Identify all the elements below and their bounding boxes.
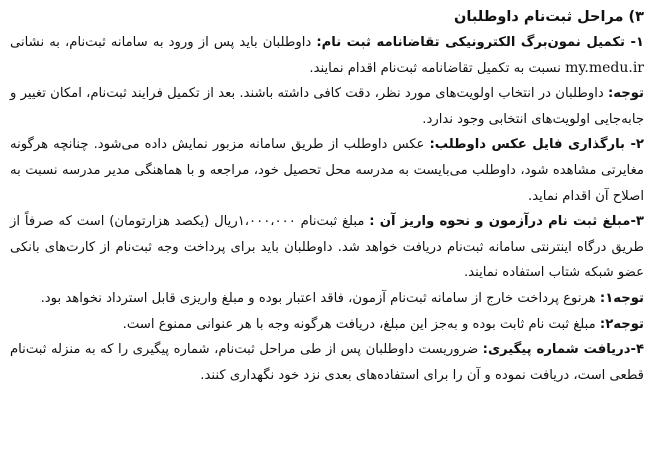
step-1-text-after: نسبت به تکمیل تقاضانامه ثبت‌نام اقدام نمایند. xyxy=(309,60,566,76)
note-2-label: توجه۲: xyxy=(599,316,644,332)
section-title: ۳) مراحل ثبت‌نام داوطلبان xyxy=(454,9,644,25)
step-3-paragraph xyxy=(10,209,644,286)
note-priorities-text: داوطلبان در انتخاب اولویت‌های مورد نظر، دقت کافی داشته باشند. بعد از تکمیل فرایند ثبت‌نام، امکان تغییر و جابه‌جایی اولویت‌های انتخابی وجود ندارد. xyxy=(10,86,644,127)
step-1-paragraph xyxy=(10,30,644,81)
note-priorities-label: توجه: xyxy=(608,86,644,102)
note-1-paragraph xyxy=(10,286,644,312)
note-2-paragraph xyxy=(10,312,644,338)
note-1-label: توجه۱: xyxy=(599,290,644,306)
step-4-text: ضروریست داوطلبان پس از طی مراحل ثبت‌نام، شماره پیگیری را که به منزله ثبت‌نام قطعی است، دریافت نموده و آن را برای استفاده‌های بعدی نزد خود نگهداری کنند. xyxy=(10,342,644,383)
step-2-text: عکس داوطلب از طریق سامانه مزبور نمایش داده می‌شود. چنانچه هرگونه مغایرتی مشاهده شود، داوطلب می‌بایست به مدرسه محل تحصیل خود، مراجعه و با هماهنگی مدیر مدرسه نسبت به اصلاح آن اقدام نماید. xyxy=(10,137,644,204)
note-priorities-paragraph xyxy=(10,81,644,132)
step-4-label: ۴-دریافت شماره پیگیری: xyxy=(482,342,644,358)
step-3-label: ۳-مبلغ ثبت نام درآزمون و نحوه واریز آن : xyxy=(369,214,644,230)
step-1-label: ۱- تکمیل نمون‌برگ الکترونیکی تقاضانامه ثبت نام: xyxy=(316,35,644,50)
step-4-paragraph xyxy=(10,337,644,388)
note-1-text: هرنوع پرداخت خارج از سامانه ثبت‌نام آزمون، فاقد اعتبار بوده و مبلغ واریزی قابل استرداد نخواهد بود. xyxy=(40,290,600,306)
step-1-text-before: داوطلبان باید پس از ورود به سامانه ثبت‌نام، به نشانی xyxy=(10,35,317,50)
step-2-paragraph xyxy=(10,132,644,209)
step-3-text: مبلغ ثبت‌نام ۱،۰۰۰،۰۰۰ریال (یکصد هزارتومان) است که صرفاً از طریق درگاه اینترنتی سامانه ثبت‌نام دریافت خواهد شد. داوطلبان باید برای پرداخت وجه ثبت‌نام از کارت‌های بانکی عضو شبکه شتاب استفاده نمایند. xyxy=(10,214,644,281)
step-2-label: ۲- بارگذاری فایل عکس داوطلب: xyxy=(429,137,644,153)
registration-url: my.medu.ir xyxy=(565,59,644,76)
note-2-text: مبلغ ثبت نام ثابت بوده و به‌جز این مبلغ، دریافت هرگونه وجه با هر عنوانی ممنوع است. xyxy=(122,316,600,332)
